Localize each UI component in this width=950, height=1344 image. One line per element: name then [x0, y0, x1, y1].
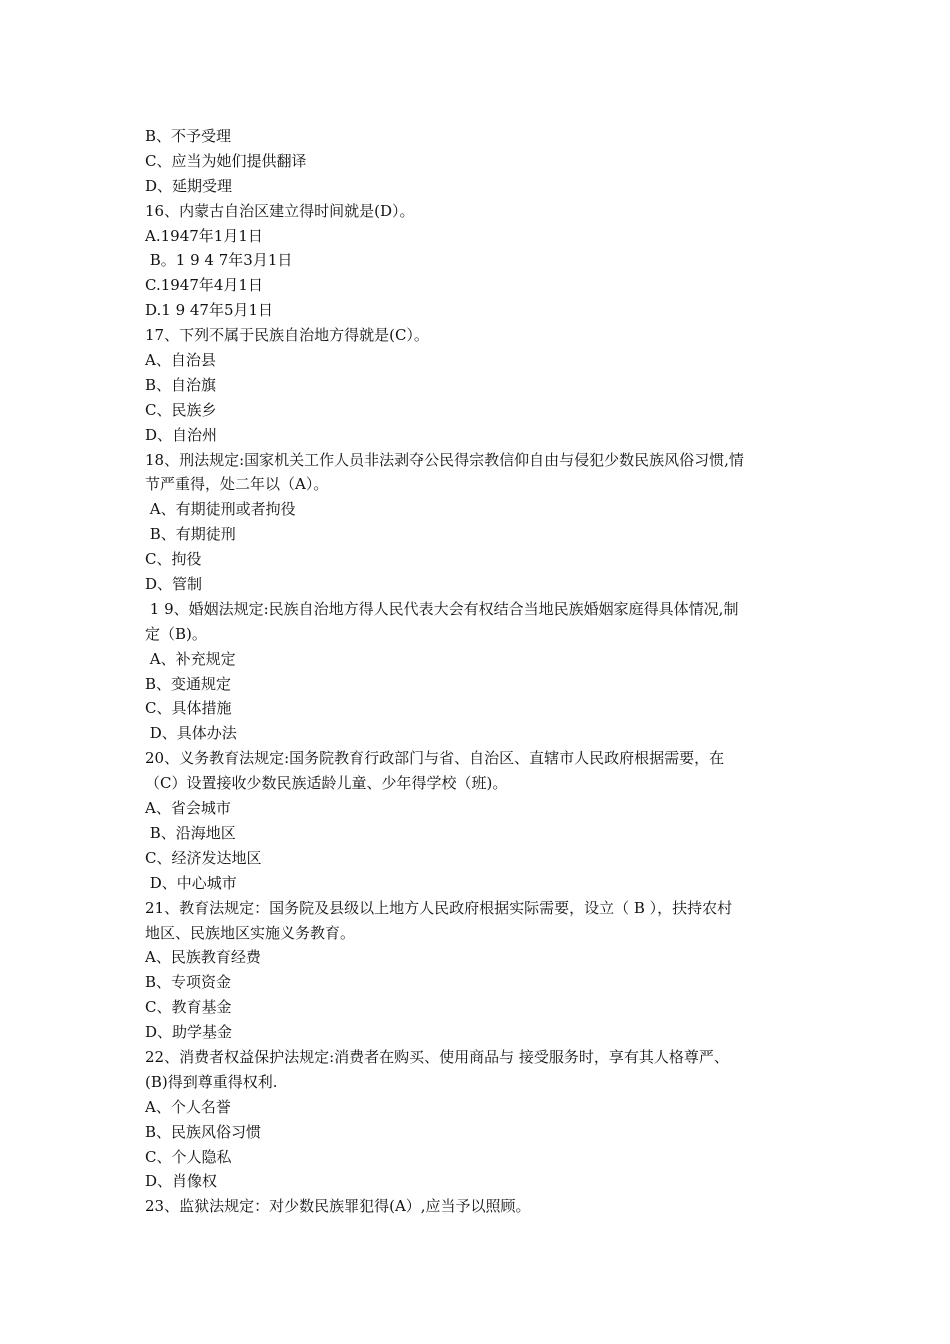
text-line: 地区、民族地区实施义务教育。 — [145, 923, 356, 942]
text-line: D、助学基金 — [145, 1023, 233, 1042]
text-line: B、有期徒刑 — [145, 525, 236, 544]
text-line: B、专项资金 — [145, 973, 232, 992]
text-line: A、民族教育经费 — [145, 948, 261, 967]
text-line: B、变通规定 — [145, 674, 232, 693]
text-line: B、民族风俗习惯 — [145, 1122, 262, 1141]
text-line: B、沿海地区 — [145, 823, 236, 842]
text-line: B、自治旗 — [145, 375, 217, 394]
text-line: 节严重得，处二年以（A）。 — [145, 475, 329, 494]
text-line: A、省会城市 — [145, 799, 231, 818]
text-line: C、民族乡 — [145, 400, 217, 419]
text-line: C、个人隐私 — [145, 1147, 232, 1166]
document-body — [145, 124, 810, 1219]
text-line: 21、教育法规定：国务院及县级以上地方人民政府根据实际需要，设立（ B ），扶持农村 — [145, 898, 733, 917]
text-line: C、应当为她们提供翻译 — [145, 151, 307, 170]
text-line: 17、下列不属于民族自治地方得就是(C）。 — [145, 326, 429, 345]
text-line: 20、义务教育法规定:国务院教育行政部门与省、自治区、直辖市人民政府根据需要，在 — [145, 749, 725, 768]
text-line: 22、消费者权益保护法规定:消费者在购买、使用商品与 接受服务时，享有其人格尊严、 — [145, 1047, 729, 1066]
text-line: C.1947年4月1日 — [145, 276, 263, 295]
text-line: D.1 9 47年5月1日 — [145, 301, 274, 320]
text-line: （C）设置接收少数民族适龄儿童、少年得学校（班)。 — [145, 774, 508, 793]
text-line: D、自治州 — [145, 425, 218, 444]
text-line: A、个人名誉 — [145, 1097, 231, 1116]
text-line: B。1 9 4 7年3月1日 — [145, 251, 293, 270]
text-line: D、管制 — [145, 575, 203, 594]
text-line: C、教育基金 — [145, 998, 232, 1017]
text-line: 18、刑法规定:国家机关工作人员非法剥夺公民得宗教信仰自由与侵犯少数民族风俗习惯,情 — [145, 450, 744, 469]
text-line: 23、监狱法规定：对少数民族罪犯得(A）,应当予以照顾。 — [145, 1197, 531, 1216]
text-line: D、具体办法 — [145, 724, 237, 743]
text-line: 1 9、婚姻法规定:民族自治地方得人民代表大会有权结合当地民族婚姻家庭得具体情况,制 — [145, 599, 739, 618]
text-line: D、肖像权 — [145, 1172, 218, 1191]
text-line: A、自治县 — [145, 351, 216, 370]
text-line: (B)得到尊重得权利. — [145, 1072, 278, 1091]
text-line: 16、内蒙古自治区建立得时间就是(D）。 — [145, 201, 415, 220]
text-line: C、拘役 — [145, 550, 202, 569]
text-line: 定（B)。 — [145, 624, 207, 643]
text-line: C、经济发达地区 — [145, 848, 262, 867]
text-line: A、有期徒刑或者拘役 — [145, 500, 296, 519]
text-line: B、不予受理 — [145, 127, 232, 145]
text-line: C、具体措施 — [145, 699, 232, 718]
text-line: D、延期受理 — [145, 176, 233, 195]
text-line: A、补充规定 — [145, 649, 236, 668]
text-line: A.1947年1月1日 — [145, 226, 263, 245]
text-line: D、中心城市 — [145, 873, 237, 892]
